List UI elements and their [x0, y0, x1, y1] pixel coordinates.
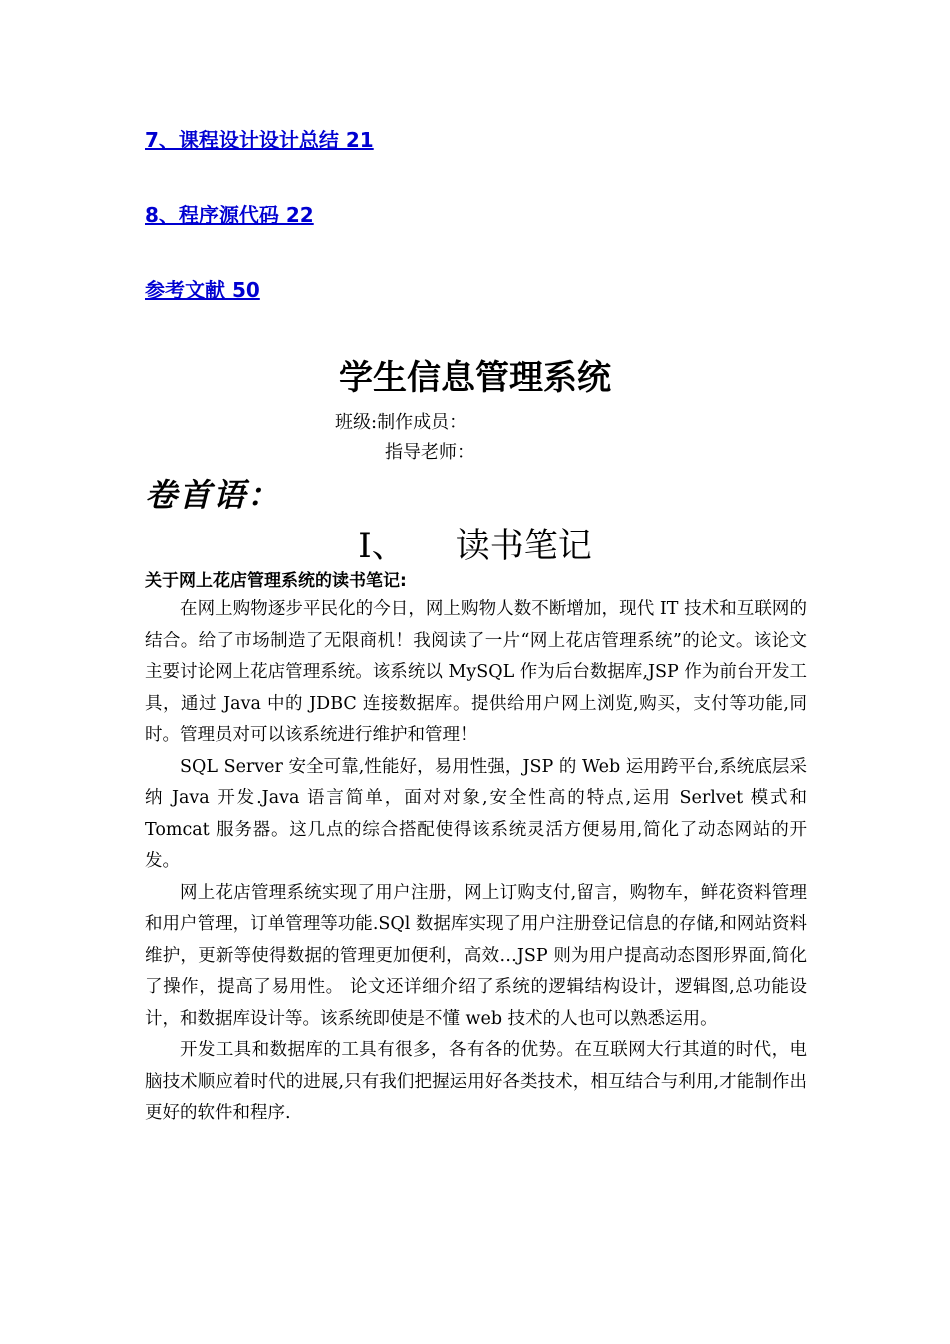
paragraph: 网上花店管理系统实现了用户注册，网上订购支付,留言，购物车，鲜花资料管理和用户管理，订单管理等功能.SQl 数据库实现了用户注册登记信息的存储,和网站资料维护，更新等使得数据的管理更加便利，高效…JSP 则为用户提高动态图形界面,简化了操作，提高了易用性。 论文还详细介绍了系统的逻辑结构设计，逻辑图,总功能设计，和数据库设计等。该系统即使是不懂 web 技术的人也可以熟悉运用。 — [145, 882, 807, 1029]
section-heading — [0, 518, 950, 567]
section-number: I、 — [358, 526, 406, 566]
paragraph: 开发工具和数据库的工具有很多，各有各的优势。在互联网大行其道的时代，电脑技术顺应着时代的进展,只有我们把握运用好各类技术，相互结合与利用,才能制作出更好的软件和程序. — [145, 1040, 807, 1123]
class-members-label: 班级:制作成员： — [335, 412, 468, 433]
toc-link-summary[interactable]: 7、课程设计设计总结 21 — [145, 128, 374, 152]
toc-link-source-code[interactable]: 8、程序源代码 22 — [145, 203, 314, 227]
toc-link-references[interactable]: 参考文献 50 — [145, 278, 260, 302]
paragraph: SQL Server 安全可靠,性能好，易用性强，JSP 的 Web 运用跨平台,系统底层采纳 Java 开发.Java 语言简单，面对对象,安全性高的特点,运用 Serlvet 模式和 Tomcat 服务器。这几点的综合搭配使得该系统灵活方便易用,简化了动态网站的开发。 — [145, 756, 807, 871]
document-title: 学生信息管理系统 — [339, 358, 611, 398]
paragraph: 在网上购物逐步平民化的今日，网上购物人数不断增加，现代 IT 技术和互联网的结合。给了市场制造了无限商机！我阅读了一片“网上花店管理系统”的论文。该论文主要讨论网上花店管理系统。该系统以 MySQL 作为后台数据库,JSP 作为前台开发工具，通过 Java 中的 JDBC 连接数据库。提供给用户网上浏览,购买，支付等功能,同时。管理员对可以该系统进行维护和管理！ — [145, 599, 807, 745]
body-text — [145, 594, 807, 1130]
section-title: 读书笔记 — [455, 526, 592, 566]
preface-heading: 卷首语： — [145, 476, 282, 514]
subheading: 关于网上花店管理系统的读书笔记: — [145, 571, 407, 591]
advisor-label: 指导老师： — [385, 442, 475, 463]
